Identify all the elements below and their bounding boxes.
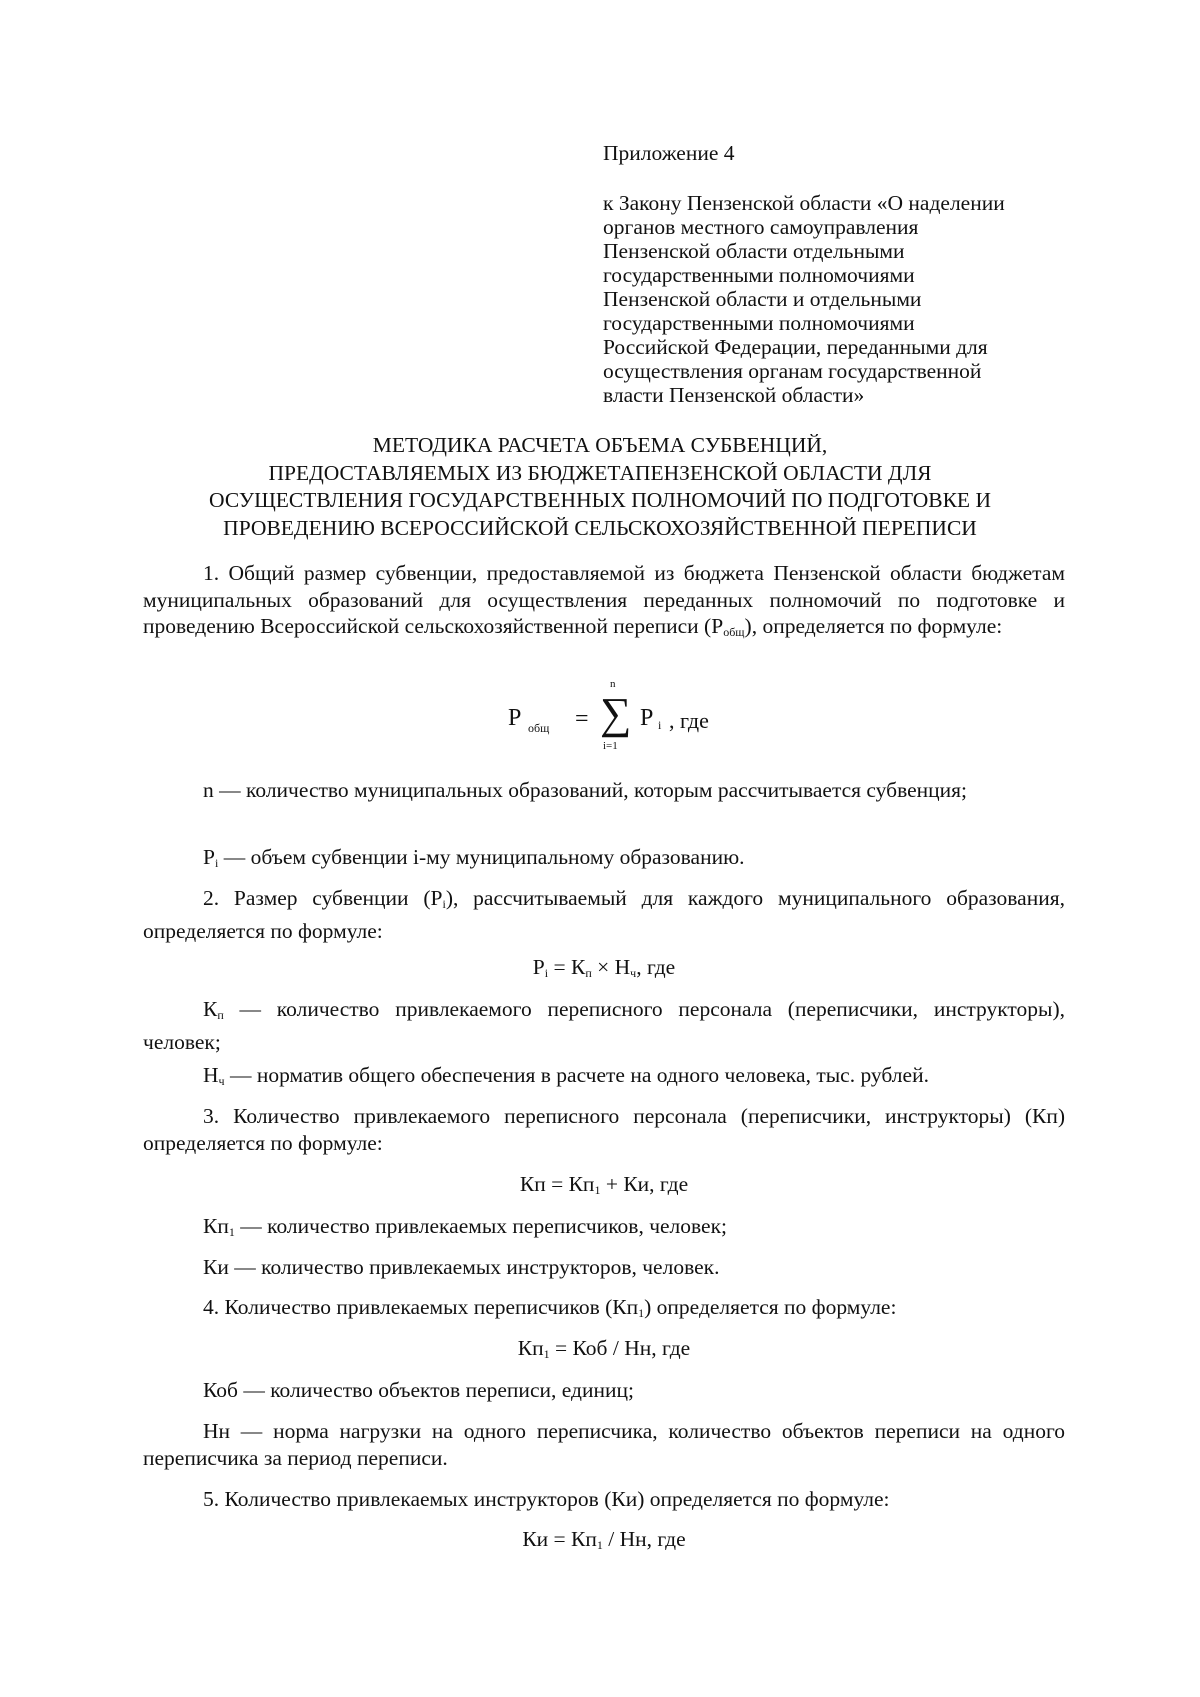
text: Н	[203, 1063, 219, 1087]
annex-line: Российской Федерации, переданными для	[603, 335, 988, 359]
text: × Н	[591, 955, 631, 979]
subscript: общ	[723, 625, 745, 639]
formula-text: , где	[669, 708, 709, 733]
text: + Ки, где	[600, 1172, 689, 1196]
text: Р	[203, 845, 215, 869]
annex-line: Пензенской области отдельными	[603, 239, 905, 263]
paragraph-3: 3. Количество привлекаемого переписного персонала (переписчики, инструкторы) (Кп) определяется по формуле:	[143, 1104, 1065, 1155]
formula-symbol: Р	[640, 705, 654, 731]
text: = К	[548, 955, 586, 979]
sum-lower-limit: i=1	[603, 740, 618, 752]
text: — норматив общего обеспечения в расчете на одного человека, тыс. рублей.	[224, 1063, 929, 1087]
definition-ki: Ки — количество привлекаемых инструкторов, человек.	[203, 1255, 720, 1279]
subscript: ч	[218, 1074, 225, 1088]
definition-nch	[143, 1062, 1065, 1095]
title-line: МЕТОДИКА РАСЧЕТА ОБЪЕМА СУБВЕНЦИЙ,	[372, 433, 828, 457]
formula-kp1	[143, 1336, 1065, 1362]
text: 2. Размер субвенции (Р	[203, 886, 443, 910]
annex-title: Приложение 4	[603, 141, 735, 165]
annex-line: осуществления органам государственной	[603, 359, 982, 383]
annex-line: государственными полномочиями	[603, 311, 915, 335]
paragraph-text: 1. Общий размер субвенции, предоставляемой из бюджета Пензенской области бюджетам муниципальных образований для осуществления переданных полномочий по подготовке и проведению Всероссийской сельскохозяйственной переписи (Р	[143, 561, 1065, 638]
annex-line: органов местного самоуправления	[603, 215, 919, 239]
formula-kp	[143, 1172, 1065, 1198]
annex-line: Пензенской области и отдельными	[603, 287, 922, 311]
paragraph-2	[143, 885, 1065, 944]
text: 4. Количество привлекаемых переписчиков (Кп	[203, 1295, 639, 1319]
definition-kob: Коб — количество объектов переписи, единиц;	[203, 1378, 634, 1402]
definition-n: n — количество муниципальных образований, которым рассчитывается субвенция;	[203, 778, 968, 802]
text: Кп = Кп	[519, 1172, 595, 1196]
definition-kn	[143, 996, 1065, 1055]
text: Кп	[203, 1214, 229, 1238]
title-line: ПРЕДОСТАВЛЯЕМЫХ ИЗ БЮДЖЕТАПЕНЗЕНСКОЙ ОБЛАСТИ ДЛЯ	[268, 460, 932, 485]
annex-line: государственными полномочиями	[603, 263, 915, 287]
text: Р	[532, 955, 545, 979]
text: = Коб / Нн, где	[549, 1336, 691, 1360]
subscript: ч	[630, 966, 637, 980]
subscript: i	[544, 966, 549, 980]
document-title	[130, 432, 1070, 542]
text: / Нн, где	[602, 1527, 686, 1551]
subscript: п	[217, 1008, 224, 1022]
subscript: 1	[543, 1347, 550, 1361]
subscript: i	[214, 856, 219, 870]
formula-total-subvention	[500, 678, 800, 758]
text: К	[203, 997, 218, 1021]
subscript: i	[442, 897, 446, 911]
text: — количество привлекаемого переписного персонала (переписчики, инструкторы), человек;	[143, 997, 1065, 1054]
annex-line: к Закону Пензенской области «О наделении	[603, 191, 1005, 215]
sigma-icon: ∑	[600, 689, 632, 738]
annex-line: власти Пензенской области»	[603, 383, 865, 407]
paragraph-5: 5. Количество привлекаемых инструкторов (Ки) определяется по формуле:	[203, 1487, 890, 1511]
text: — объем субвенции i-му муниципальному образованию.	[218, 845, 745, 869]
title-line: ПРОВЕДЕНИЮ ВСЕРОССИЙСКОЙ СЕЛЬСКОХОЗЯЙСТВЕННОЙ ПЕРЕПИСИ	[223, 515, 977, 540]
text: Ки = Кп	[522, 1527, 597, 1551]
paragraph-4	[143, 1294, 1065, 1327]
subscript: общ	[528, 721, 550, 735]
formula-pi	[143, 955, 1065, 981]
formula-ki	[143, 1527, 1065, 1553]
formula-symbol: =	[575, 706, 589, 732]
text: Кп	[517, 1336, 544, 1360]
paragraph-text: ), определяется по формуле:	[744, 614, 1003, 638]
definition-nn: Нн — норма нагрузки на одного переписчика, количество объектов переписи на одного переписчика за период переписи.	[143, 1419, 1065, 1470]
formula-symbol: Р	[508, 705, 522, 731]
text: — количество привлекаемых переписчиков, человек;	[234, 1214, 728, 1238]
text: ), рассчитываемый для каждого муниципального образования, определяется по формуле:	[143, 886, 1065, 943]
subscript: 1	[638, 1306, 645, 1320]
paragraph-1	[143, 560, 1065, 646]
text: ) определяется по формуле:	[644, 1295, 897, 1319]
subscript: 1	[596, 1538, 603, 1552]
subscript: 1	[594, 1183, 601, 1197]
subscript: 1	[228, 1225, 235, 1239]
definition-kp1	[143, 1213, 1065, 1246]
annex-reference	[603, 191, 1073, 407]
subscript: i	[658, 718, 662, 732]
definition-pi	[143, 844, 1065, 877]
subscript: п	[585, 966, 592, 980]
sum-upper-limit: n	[610, 678, 616, 690]
text: , где	[636, 955, 676, 979]
title-line: ОСУЩЕСТВЛЕНИЯ ГОСУДАРСТВЕННЫХ ПОЛНОМОЧИЙ ПО ПОДГОТОВКЕ И	[209, 488, 991, 512]
